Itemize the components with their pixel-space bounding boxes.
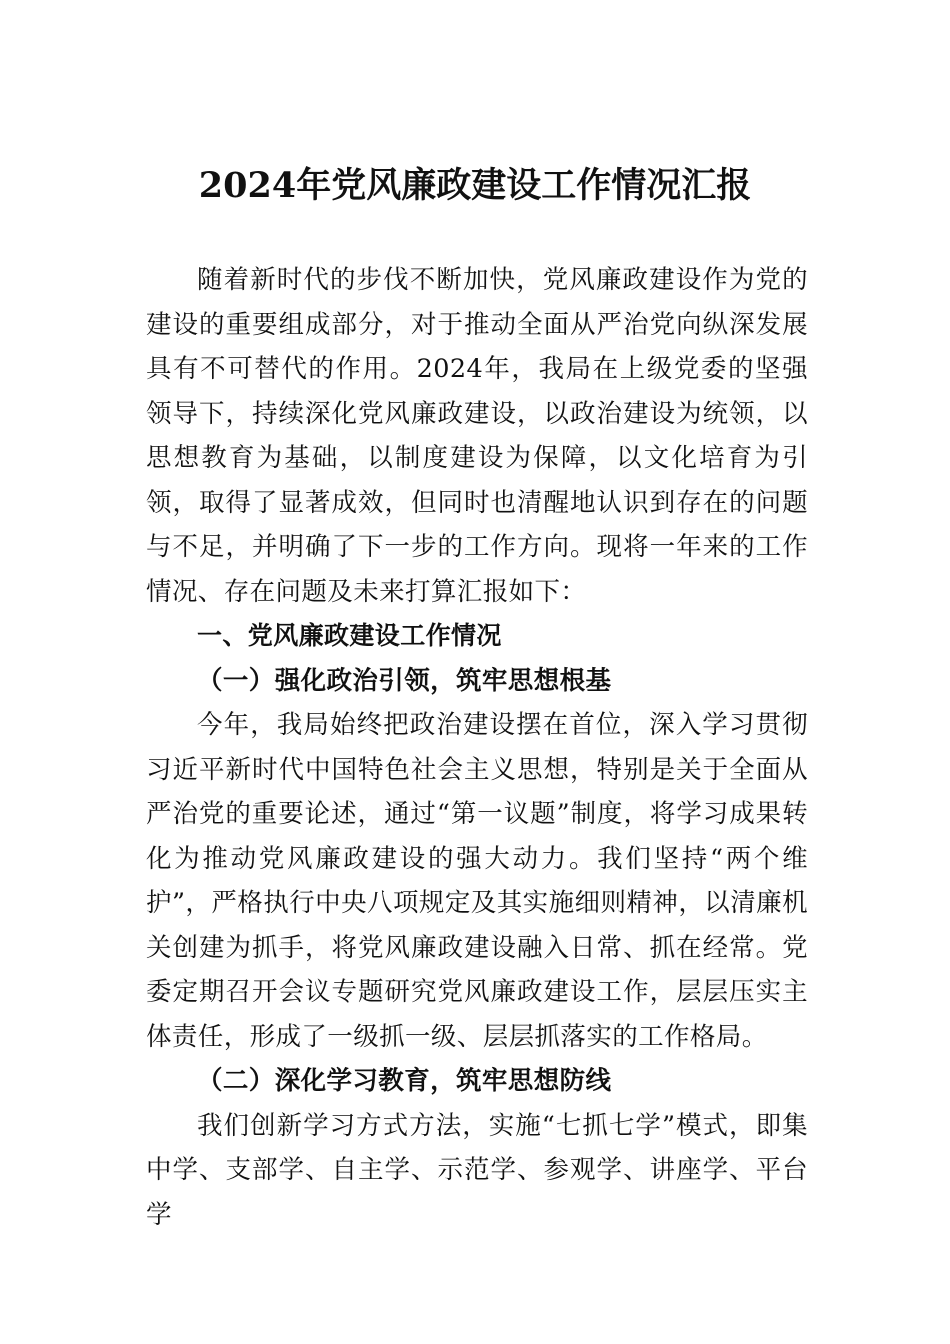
document-body	[146, 258, 808, 1237]
document-title: 2024年党风廉政建设工作情况汇报	[198, 165, 752, 206]
subsection-heading-1: （一）强化政治引领，筑牢思想根基	[197, 665, 612, 696]
subsection-2-paragraph: 我们创新学习方式方法，实施“七抓七学”模式，即集中学、支部学、自主学、示范学、参观学、讲座学、平台学	[146, 1110, 808, 1230]
intro-paragraph: 随着新时代的步伐不断加快，党风廉政建设作为党的建设的重要组成部分，对于推动全面从严治党向纵深发展具有不可替代的作用。2024年，我局在上级党委的坚强领导下，持续深化党风廉政建设，以政治建设为统领，以思想教育为基础，以制度建设为保障，以文化培育为引领，取得了显著成效，但同时也清醒地认识到存在的问题与不足，并明确了下一步的工作方向。现将一年来的工作情况、存在问题及未来打算汇报如下：	[146, 265, 808, 607]
subsection-1-paragraph: 今年，我局始终把政治建设摆在首位，深入学习贯彻习近平新时代中国特色社会主义思想，特别是关于全面从严治党的重要论述，通过“第一议题”制度，将学习成果转化为推动党风廉政建设的强大动力。我们坚持“两个维护”，严格执行中央八项规定及其实施细则精神，以清廉机关创建为抓手，将党风廉政建设融入日常、抓在经常。党委定期召开会议专题研究党风廉政建设工作，层层压实主体责任，形成了一级抓一级、层层抓落实的工作格局。	[146, 710, 808, 1052]
subsection-heading-2: （二）深化学习教育，筑牢思想防线	[197, 1066, 612, 1096]
section-heading-1: 一、党风廉政建设工作情况	[197, 621, 502, 650]
